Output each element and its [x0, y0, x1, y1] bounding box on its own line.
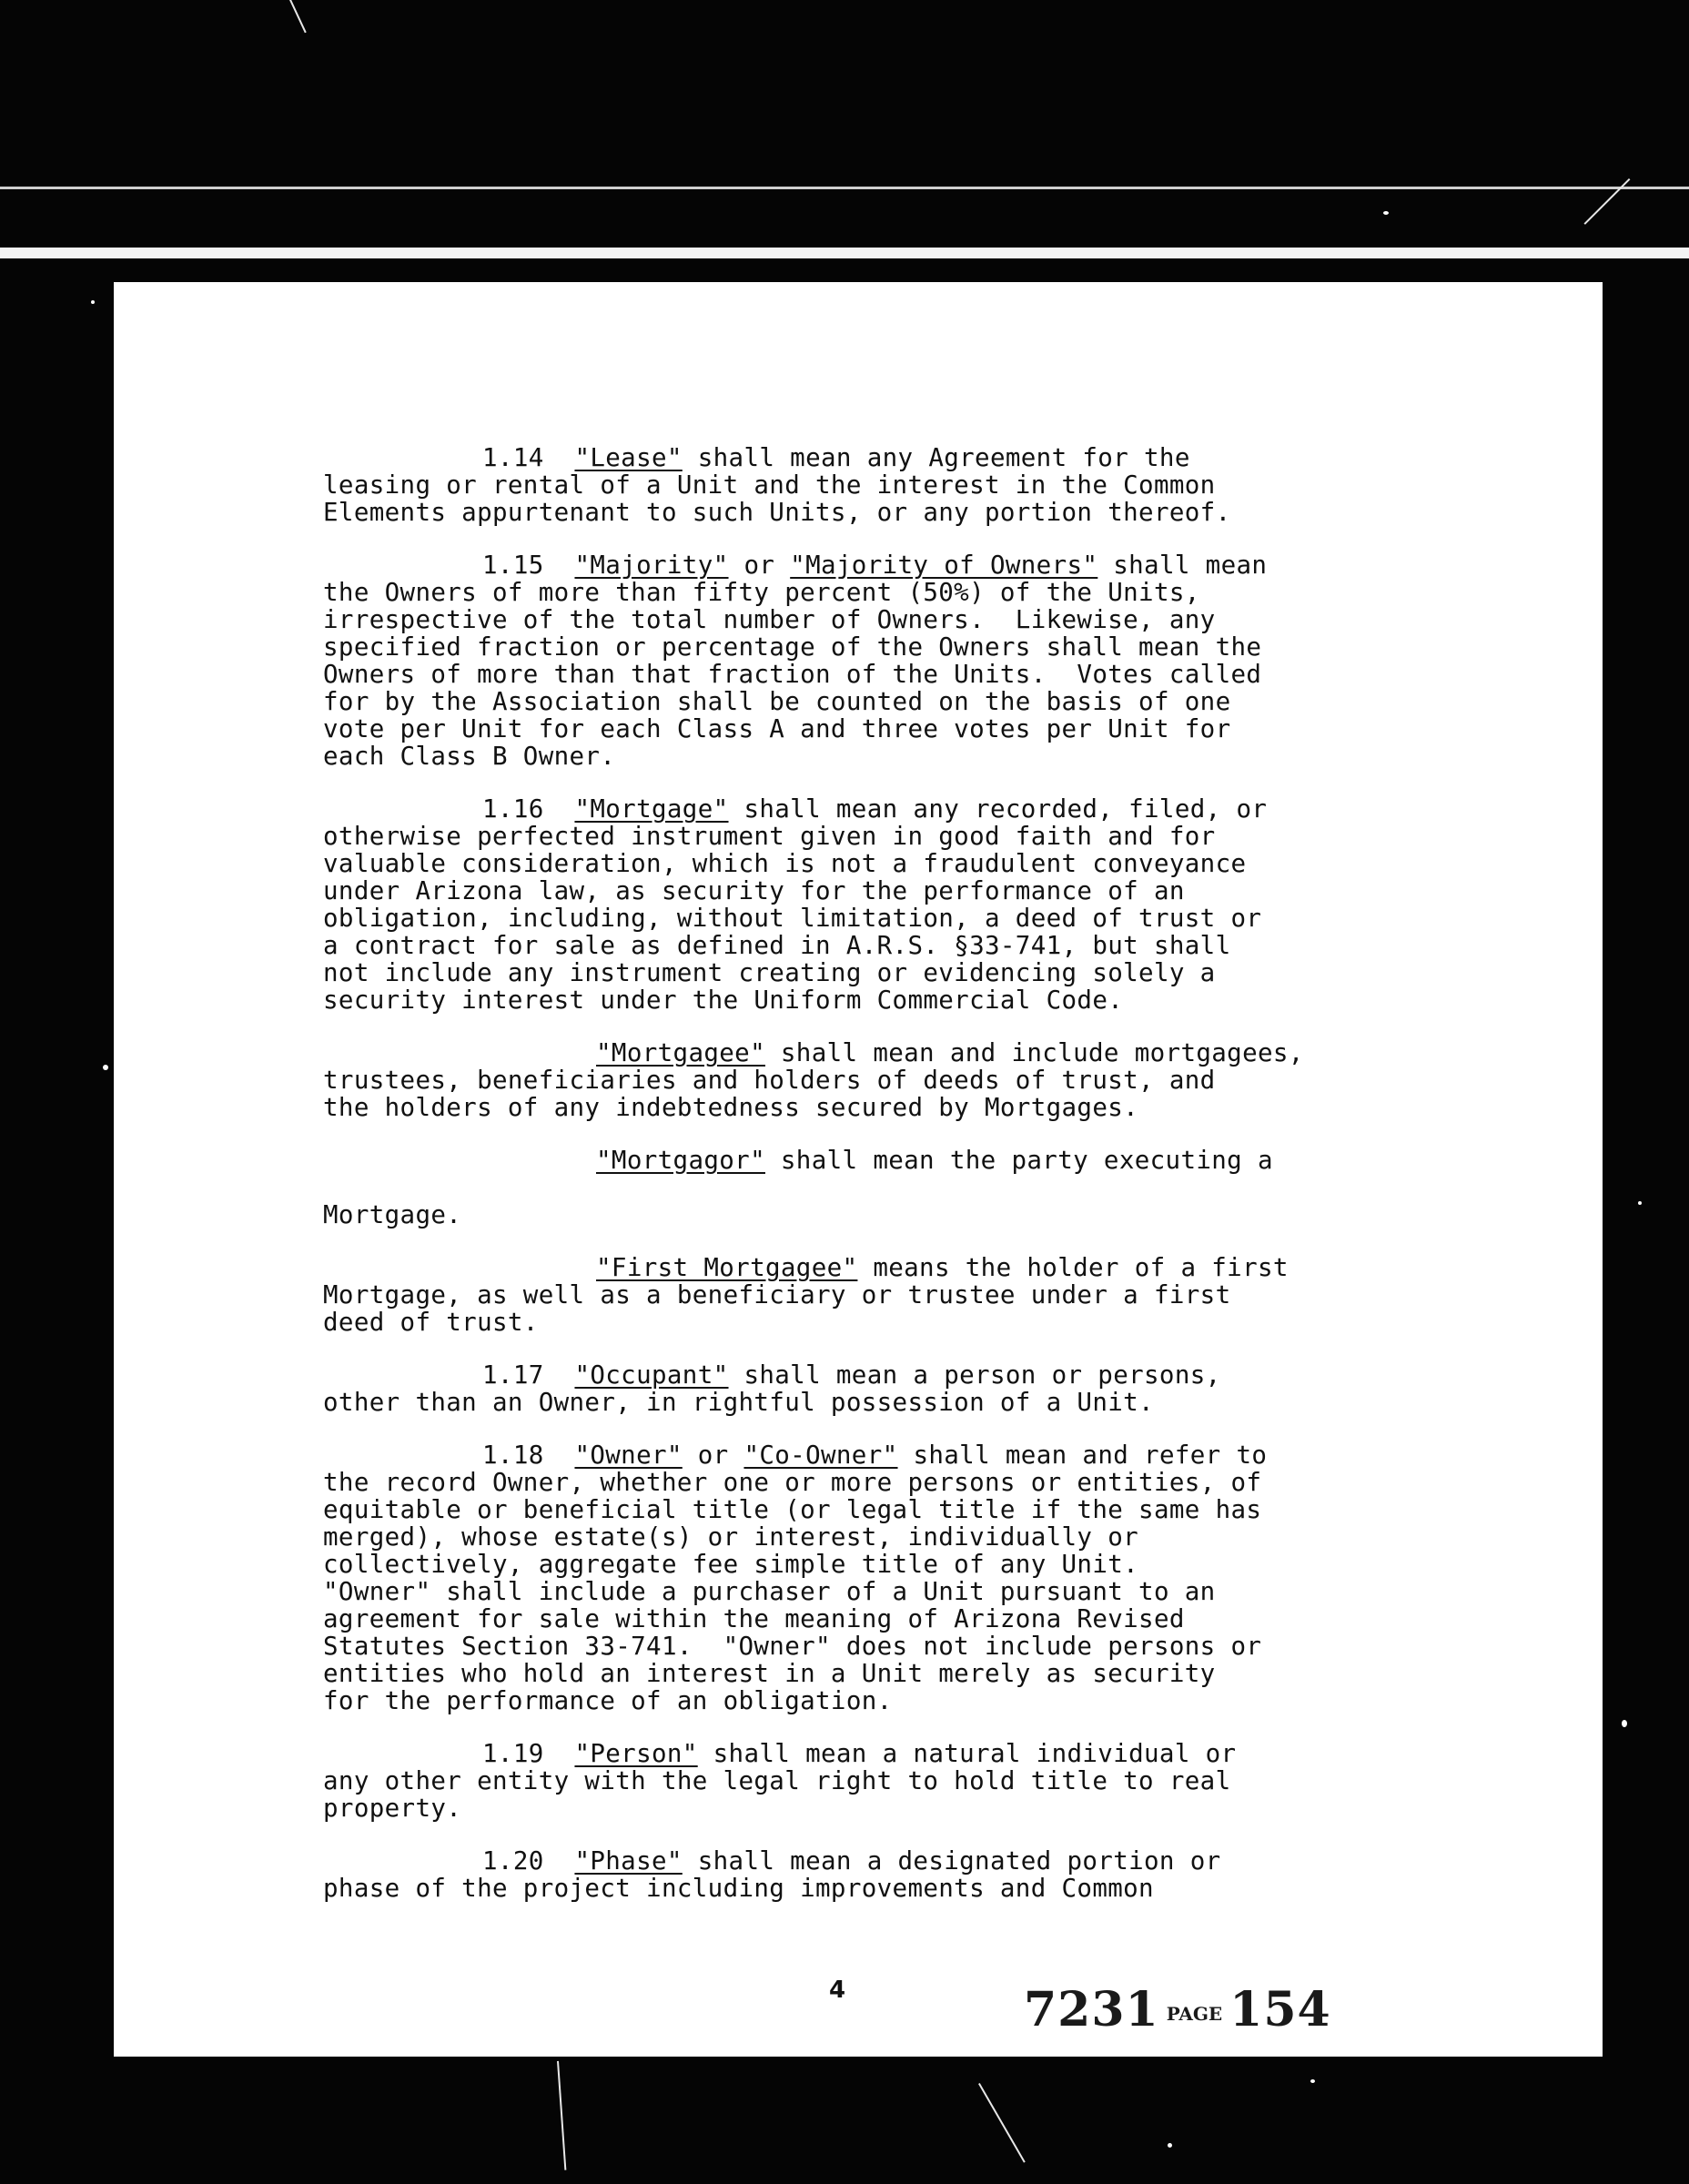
paragraph-text: shall mean any Agreement for the leasing or rental of a Unit and the interest in the Common Elements appurtenant to such Units, or any portion thereof. — [323, 443, 1231, 527]
definition-paragraph — [323, 1254, 1524, 1336]
scan-dust — [1168, 2143, 1172, 2148]
paragraph-text: shall mean a person or persons, other than an Owner, in rightful possession of a Unit. — [323, 1360, 1221, 1417]
defined-term: "Majority" — [574, 551, 729, 580]
paragraph-text: shall mean the Owners of more than fifty percent (50%) of the Units, irrespective of the total number of Owners. Likewise, any specified fraction or percentage of the Owners shall mean the Owners of more than that fraction of the Units. Votes called for by the Association shall be counted on the basis of one vote per Unit for each Class A and three votes per Unit for each Class B Owner. — [323, 551, 1268, 771]
definition-paragraph — [323, 1441, 1524, 1714]
paragraph-text: 1.16 — [482, 794, 575, 824]
defined-term: "Majority of Owners" — [790, 551, 1098, 580]
scan-dust — [1383, 211, 1389, 215]
defined-term: "Co-Owner" — [743, 1441, 898, 1470]
paragraph-text: 1.19 — [482, 1739, 575, 1768]
definition-paragraph — [323, 1039, 1524, 1121]
page-number: 4 — [829, 1977, 846, 2004]
paragraph-text: means the holder of a first Mortgage, as well as a beneficiary or trustee under a first deed of trust. — [323, 1253, 1289, 1337]
paragraph-text: 1.18 — [482, 1441, 575, 1470]
paragraph-text: or — [728, 551, 791, 580]
scan-edge-line-upper — [0, 187, 1689, 189]
definition-paragraph — [323, 551, 1524, 770]
defined-term: "Occupant" — [574, 1360, 729, 1390]
document-page — [114, 282, 1603, 2057]
scan-dust — [1310, 2079, 1315, 2083]
definition-paragraph — [323, 1847, 1524, 1902]
paragraph-text: shall mean any recorded, filed, or otherwise perfected instrument given in good faith and for valuable consideration, which is not a fraudulent conveyance under Arizona law, as security for the performance of an obligation, including, without limitation, a deed of trust or a contract for sale as defined in A.R.S. §33-741, but shall not include any instrument creating or evidencing solely a security interest under the Uniform Commercial Code. — [323, 794, 1268, 1015]
scan-streak — [289, 0, 307, 33]
definition-paragraph — [323, 444, 1524, 526]
paragraph-text: 1.20 — [482, 1846, 575, 1876]
definition-paragraph — [323, 795, 1524, 1014]
defined-term: "Person" — [574, 1739, 698, 1768]
scan-edge-line-lower — [0, 248, 1689, 258]
scan-dust — [103, 1065, 108, 1070]
defined-term: "Owner" — [574, 1441, 683, 1470]
scan-streak — [557, 2061, 566, 2170]
paragraph-text: shall mean a designated portion or phase of the project including improvements and Common — [323, 1846, 1221, 1903]
recording-stamp — [1024, 1982, 1331, 2037]
paragraph-text: 1.15 — [482, 551, 575, 580]
paragraph-text: 1.17 — [482, 1360, 575, 1390]
definition-paragraph — [323, 1740, 1524, 1822]
defined-term: "First Mortgagee" — [596, 1253, 858, 1282]
paragraph-text: 1.14 — [482, 443, 575, 472]
paragraph-text: shall mean and refer to the record Owner, whether one or more persons or entities, of equitable or beneficial title (or legal title if the same has merged), whose estate(s) or interest, individually or collectively, aggregate fee simple title of any Unit. "Owner" shall include a purchaser of a Unit pursuant to an agreement for sale within the meaning of Arizona Revised Statutes Section 33-741. "Owner" does not include persons or entities who hold an interest in a Unit merely as security for the performance of an obligation. — [323, 1441, 1268, 1715]
scan-streak — [978, 2083, 1026, 2163]
scan-dust — [1638, 1201, 1642, 1205]
stamp-page-label: PAGE — [1166, 2002, 1223, 2025]
defined-term: "Mortgagor" — [596, 1146, 765, 1175]
scan-streak — [1584, 178, 1631, 225]
defined-term: "Mortgagee" — [596, 1038, 765, 1067]
definition-paragraph — [323, 1361, 1524, 1416]
scan-dust — [91, 300, 95, 304]
stamp-page-number: 154 — [1229, 1982, 1331, 2037]
defined-term: "Phase" — [574, 1846, 683, 1876]
definitions-text — [323, 444, 1524, 1927]
paragraph-text: shall mean a natural individual or any other entity with the legal right to hold title to real property. — [323, 1739, 1237, 1823]
paragraph-text: or — [682, 1441, 744, 1470]
defined-term: "Mortgage" — [574, 794, 729, 824]
scan-dust — [1622, 1720, 1627, 1727]
paragraph-text: shall mean and include mortgagees, trustees, beneficiaries and holders of deeds of trust, and the holders of any indebtedness secured by Mortgages. — [323, 1038, 1304, 1122]
stamp-docket: 7231 — [1024, 1982, 1159, 2037]
defined-term: "Lease" — [574, 443, 683, 472]
paragraph-text: shall mean the party executing a Mortgage. — [323, 1146, 1273, 1229]
definition-paragraph — [323, 1147, 1524, 1228]
